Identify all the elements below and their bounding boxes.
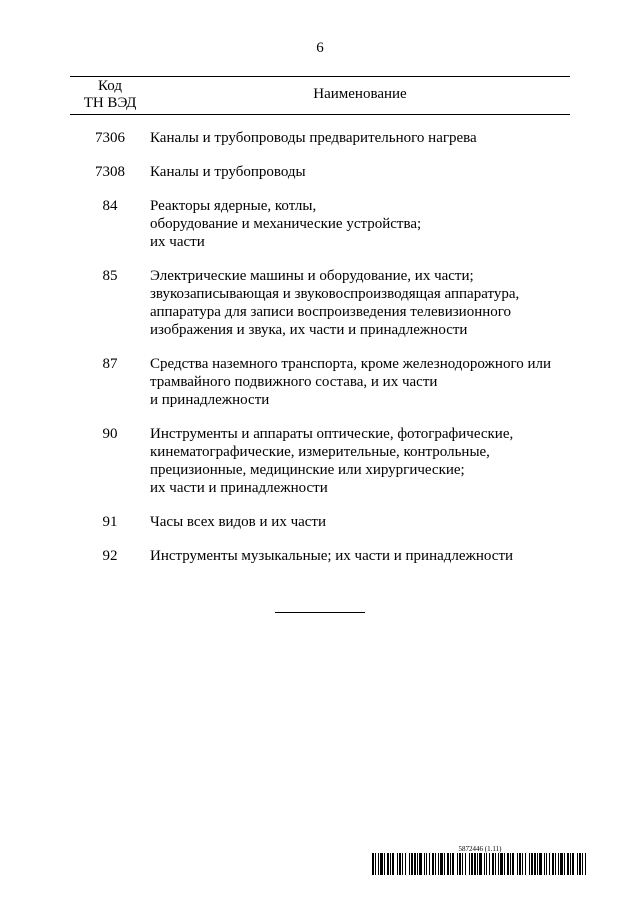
barcode-bar [375, 853, 376, 875]
barcode-bar [522, 853, 523, 875]
row-name-line: Каналы и трубопроводы [150, 164, 306, 180]
barcode [372, 853, 588, 875]
barcode-bar [495, 853, 496, 875]
barcode-bar [471, 853, 473, 875]
barcode-bar [479, 853, 482, 875]
barcode-bar [531, 853, 533, 875]
barcode-bar [405, 853, 406, 875]
barcode-bar [484, 853, 485, 875]
barcode-bar [399, 853, 401, 875]
row-name-line: Средства наземного транспорта, кроме железнодорожного или [150, 356, 552, 372]
barcode-bar [459, 853, 461, 875]
row-code: 91 [102, 514, 118, 530]
barcode-bar [537, 853, 538, 875]
row-code: 92 [102, 548, 118, 564]
barcode-bar [517, 853, 518, 875]
row-name-line: аппаратура для записи воспроизведения телевизионного [150, 304, 512, 320]
barcode-bar [577, 853, 578, 875]
barcode-bar [489, 853, 490, 875]
row-name-line: трамвайного подвижного состава, и их части [150, 374, 438, 390]
barcode-bar [419, 853, 422, 875]
barcode-bar [567, 853, 569, 875]
row-name-line: Реакторы ядерные, котлы, [150, 198, 317, 214]
barcode-bar [390, 853, 391, 875]
barcode-bar [392, 853, 394, 875]
barcode-bar [429, 853, 430, 875]
row-name-line: изображения и звука, их части и принадлежности [150, 322, 468, 338]
barcode-bar [500, 853, 503, 875]
table-header-bottom-rule [70, 114, 570, 115]
barcode-bar [474, 853, 476, 875]
barcode-bar [372, 853, 374, 875]
barcode-bar [387, 853, 389, 875]
barcode-bar [582, 853, 583, 875]
column-header-name: Наименование [313, 86, 407, 102]
row-name-line: прецизионные, медицинские или хирургические; [150, 462, 465, 478]
barcode-bar [512, 853, 514, 875]
barcode-bar [462, 853, 463, 875]
barcode-bar [544, 853, 545, 875]
row-name [150, 355, 570, 409]
table-row [70, 355, 570, 409]
row-name-line: звукозаписывающая и звуковоспроизводящая аппаратура, [150, 286, 520, 302]
barcode-bar [457, 853, 458, 875]
row-name-line: их части и принадлежности [150, 480, 328, 496]
barcode-bar [438, 853, 439, 875]
barcode-bar [549, 853, 550, 875]
barcode-bar [579, 853, 581, 875]
barcode-bar [560, 853, 563, 875]
row-name [150, 267, 570, 339]
row-code: 87 [102, 356, 118, 372]
barcode-bar [414, 853, 416, 875]
barcode-bar [424, 853, 425, 875]
barcode-bar [450, 853, 451, 875]
end-of-document-rule [275, 612, 365, 613]
row-name [150, 197, 570, 251]
barcode-bar [444, 853, 445, 875]
table-row [70, 425, 570, 497]
barcode-bar [477, 853, 478, 875]
row-code: 84 [102, 198, 118, 214]
table-row [70, 547, 570, 565]
table-header-top-rule [70, 76, 570, 77]
barcode-bar [507, 853, 509, 875]
table-row [70, 129, 570, 147]
column-header-code-line2: ТН ВЭД [83, 95, 137, 111]
barcode-bar [402, 853, 403, 875]
row-name [150, 547, 570, 565]
barcode-bar [498, 853, 499, 875]
barcode-bar [486, 853, 487, 875]
row-code: 90 [102, 426, 118, 442]
row-code: 85 [102, 268, 118, 284]
barcode-bar [409, 853, 410, 875]
table-row [70, 197, 570, 251]
barcode-bar [555, 853, 556, 875]
row-name-line: Инструменты музыкальные; их части и принадлежности [150, 548, 514, 564]
barcode-bar [397, 853, 398, 875]
barcode-bar [529, 853, 530, 875]
barcode-bar [525, 853, 526, 875]
barcode-bar [534, 853, 536, 875]
barcode-bar [552, 853, 554, 875]
page-number: 6 [316, 40, 324, 56]
barcode-bar [539, 853, 542, 875]
barcode-bar [585, 853, 586, 875]
row-name-line: и принадлежности [150, 392, 270, 408]
barcode-bar [558, 853, 559, 875]
table-row [70, 513, 570, 531]
barcode-bar [519, 853, 521, 875]
column-header-code [70, 78, 150, 112]
row-name [150, 513, 570, 531]
row-code: 7308 [95, 164, 125, 180]
barcode-bar [492, 853, 494, 875]
code-list [70, 129, 570, 581]
barcode-bar [411, 853, 413, 875]
row-name-line: Электрические машины и оборудование, их части; [150, 268, 474, 284]
row-name-line: кинематографические, измерительные, контрольные, [150, 444, 490, 460]
barcode-bar [465, 853, 466, 875]
barcode-bar [435, 853, 436, 875]
barcode-caption: 5872446 (1.11) [458, 845, 502, 853]
table-row [70, 267, 570, 339]
row-name-line: оборудование и механические устройства; [150, 216, 422, 232]
barcode-bar [426, 853, 427, 875]
barcode-bar [572, 853, 574, 875]
row-name-line: их части [150, 234, 205, 250]
barcode-bar [447, 853, 449, 875]
barcode-bar [570, 853, 571, 875]
row-name [150, 425, 570, 497]
barcode-bar [504, 853, 505, 875]
barcode-bar [432, 853, 434, 875]
table-row [70, 163, 570, 181]
barcode-bar [452, 853, 454, 875]
row-name-line: Каналы и трубопроводы предварительного нагрева [150, 130, 477, 146]
column-header-code-line1: Код [98, 78, 122, 94]
barcode-bar [378, 853, 379, 875]
row-name-line: Инструменты и аппараты оптические, фотографические, [150, 426, 514, 442]
barcode-bar [384, 853, 385, 875]
barcode-bar [380, 853, 383, 875]
barcode-bar [417, 853, 418, 875]
row-name [150, 163, 570, 181]
barcode-bar [546, 853, 547, 875]
row-code: 7306 [95, 130, 125, 146]
row-name [150, 129, 570, 147]
row-name-line: Часы всех видов и их части [150, 514, 327, 530]
barcode-bar [564, 853, 565, 875]
barcode-bar [469, 853, 470, 875]
barcode-bar [510, 853, 511, 875]
barcode-bar [440, 853, 443, 875]
